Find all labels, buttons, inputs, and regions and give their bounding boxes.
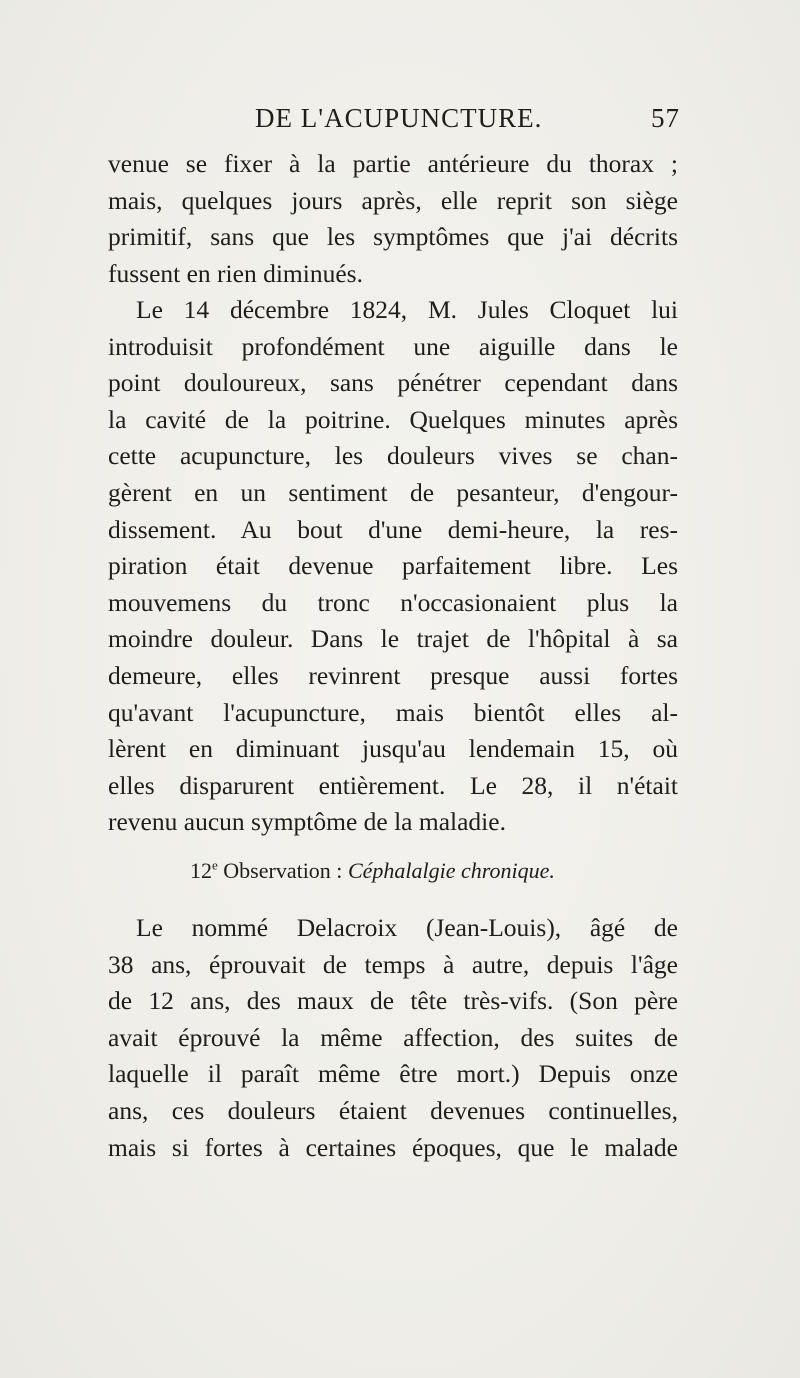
text-line: qu'avant l'acupuncture, mais bientôt elles al-: [108, 697, 678, 727]
text-line: elles disparurent entièrement. Le 28, il n'était: [108, 770, 678, 800]
observation-number: 12e: [190, 857, 218, 883]
text-line: 38 ans, éprouvait de temps à autre, depuis l'âge: [108, 949, 678, 979]
paragraph-case: [108, 910, 678, 1166]
text-line: mais, quelques jours après, elle reprit son siège: [108, 185, 678, 215]
ordinal-suffix: e: [212, 857, 218, 873]
text-line: lèrent en diminuant jusqu'au lendemain 15, où: [108, 734, 678, 764]
paragraph-treatment: [108, 292, 678, 841]
text-line: de 12 ans, des maux de tête très-vifs. (Son père: [108, 986, 678, 1016]
observation-label: Observation :: [217, 858, 348, 883]
paragraph-continuation: [108, 146, 678, 292]
text-line: fussent en rien diminués.: [108, 258, 363, 288]
text-line: dissement. Au bout d'une demi-heure, la res-: [108, 514, 678, 544]
text-line: piration était devenue parfaitement libre. Les: [108, 551, 678, 581]
text-line: Le nommé Delacroix (Jean-Louis), âgé de: [136, 913, 678, 942]
text-line: Le 14 décembre 1824, M. Jules Cloquet lui: [136, 295, 678, 324]
page-header: [110, 103, 680, 139]
text-line: gèrent en un sentiment de pesanteur, d'engour-: [108, 477, 678, 507]
text-line: avait éprouvé la même affection, des suites de: [108, 1022, 678, 1052]
running-head: DE L'ACUPUNCTURE.: [255, 103, 543, 133]
text-line: mouvemens du tronc n'occasionaient plus la: [108, 587, 678, 617]
text-line: primitif, sans que les symptômes que j'ai décrits: [108, 222, 678, 252]
text-line: ans, ces douleurs étaient devenues continuelles,: [108, 1095, 678, 1125]
text-line: introduisit profondément une aiguille dans le: [108, 331, 678, 361]
observation-title: Céphalalgie chronique.: [347, 858, 555, 883]
text-line: mais si fortes à certaines époques, que le malade: [108, 1132, 678, 1162]
page-number: 57: [651, 103, 680, 133]
text-line: demeure, elles revinrent presque aussi fortes: [108, 660, 678, 690]
text-line: venue se fixer à la partie antérieure du thorax ;: [108, 149, 678, 178]
text-line: la cavité de la poitrine. Quelques minutes après: [108, 404, 678, 434]
text-line: laquelle il paraît même être mort.) Depuis onze: [108, 1059, 678, 1089]
text-line: moindre douleur. Dans le trajet de l'hôpital à sa: [108, 624, 678, 654]
text-line: revenu aucun symptôme de la maladie.: [108, 807, 506, 837]
text-line: cette acupuncture, les douleurs vives se chan-: [108, 441, 678, 471]
observation-heading: [190, 856, 670, 886]
text-line: point douloureux, sans pénétrer cependant dans: [108, 368, 678, 398]
